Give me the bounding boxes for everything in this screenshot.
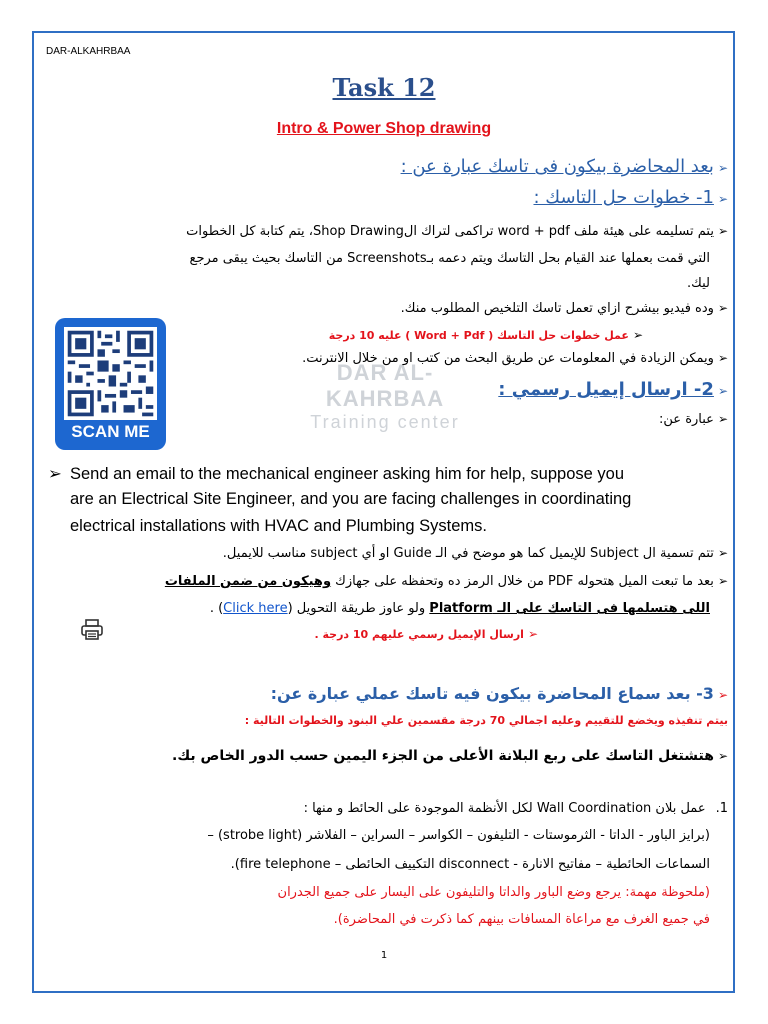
arrow-bullet-icon: ➢ (717, 749, 728, 763)
arrow-bullet-icon: ➢ (717, 192, 728, 206)
section1-bullet1: ➢يتم تسليمه على هيئة ملف word + pdf تراكمى لتراك الShop Drawing، يتم كتابة كل الخطوات (186, 224, 728, 239)
section2-bullet1: ➢عبارة عن: (659, 412, 728, 427)
section2-bullet3: ➢بعد ما تبعت الميل هتحوله PDF من خلال الرمز ده وتحفظه على جهازك وهيكون من ضمن الملفات (164, 574, 728, 589)
arrow-bullet-icon: ➢ (717, 412, 728, 426)
watermark-line1: DAR AL-KAHRBAA (325, 360, 445, 411)
arrow-bullet-icon: ➢ (717, 574, 728, 588)
arrow-bullet-icon: ➢ (717, 351, 728, 365)
section1-bullet3: ➢ويمكن الزيادة في المعلومات عن طريق البحث من كتب او من خلال الانترنت. (302, 351, 728, 366)
section2-heading: ➢2- ارسال إيميل رسمي : (498, 379, 728, 400)
arrow-bullet-icon: ➢ (717, 384, 728, 398)
arrow-bullet-icon: ➢ (717, 546, 728, 560)
section1-grading: ➢عمل خطوات حل التاسك ( Word + Pdf ) عليه 10 درجة (328, 328, 643, 342)
arrow-bullet-icon: ➢ (717, 161, 728, 175)
qr-label: SCAN ME (71, 422, 150, 441)
watermark-line2: Training center (310, 412, 460, 432)
arrow-bullet-icon: ➢ (632, 328, 643, 342)
section2-bullet3-line2: اللى هتسلمها فى التاسك على الـ Platform ولو عاوز طريقة التحويل (Click here) . (209, 601, 710, 616)
section1-bullet2: ➢وده فيديو بيشرح ازاي تعمل تاسك التلخيص المطلوب منك. (400, 301, 728, 316)
printer-icon[interactable] (80, 619, 104, 641)
section2-english-line2: are an Electrical Site Engineer, and you are facing challenges in coordinating (70, 490, 632, 508)
section3-note-line1: (ملحوظة مهمة: يرجع وضع الباور والداتا والتليفون على اليسار على جميع الجدران (277, 885, 710, 900)
arrow-bullet-icon: ➢ (717, 688, 728, 702)
intro-heading: ➢بعد المحاضرة بيكون فى تاسك عبارة عن : (400, 156, 728, 177)
section3-note-line2: في جميع الغرف مع مراعاة المسافات بينهم كما ذكرت في المحاضرة). (333, 912, 710, 927)
click-here-link[interactable]: Click here (223, 601, 288, 616)
arrow-bullet-icon: ➢ (717, 224, 728, 238)
section3-item1-line2: (برايز الباور - الداتا - الثرموستات - التليفون – الكواسر – السراين – الفلاشر (strobe light) – (207, 828, 710, 843)
arrow-bullet-icon: ➢ (48, 465, 62, 483)
section3-item1: 1.عمل بلان Wall Coordination لكل الأنظمة الموجودة على الحائط و منها : (303, 801, 728, 816)
arrow-bullet-icon: ➢ (717, 301, 728, 315)
section2-grading: ➢ارسال الإيميل رسمي عليهم 10 درجة . (314, 627, 538, 641)
page-number: 1 (380, 950, 388, 961)
section3-bullet1: ➢هتشتغل التاسك على ربع البلانة الأعلى من الجزء اليمين حسب الدور الخاص بك. (172, 748, 728, 764)
page-subtitle: Intro & Power Shop drawing (276, 120, 492, 137)
arrow-bullet-icon: ➢ (527, 627, 538, 641)
section2-english-line1: ➢ Send an email to the mechanical engineer asking him for help, suppose you (48, 465, 625, 483)
section3-heading: ➢3- بعد سماع المحاضرة بيكون فيه تاسك عملي عبارة عن: (270, 684, 728, 703)
section2-english-line3: electrical installations with HVAC and Plumbing Systems. (70, 517, 487, 535)
page-title: Task 12 (332, 73, 436, 102)
section3-item1-line3: السماعات الحائطية – مفاتيح الانارة - disconnect التكييف الحائطى – fire telephone). (230, 857, 710, 872)
section1-bullet1-line3: ليك. (687, 276, 710, 291)
header-org: DAR-ALKAHRBAA (46, 46, 131, 57)
section3-grading: بيتم تنفيذه ويخضع للتقييم وعليه اجمالي 70 درجة مقسمين علي البنود والخطوات التالية : (244, 714, 728, 727)
section1-bullet1-line2: التي قمت بعملها عند القيام بحل التاسك ويتم دعمه بـScreenshots من التاسك بحيث يبقى مرجع (189, 251, 710, 266)
section1-heading: ➢1- خطوات حل التاسك : (533, 187, 728, 208)
qr-code-icon (64, 327, 157, 420)
section2-bullet2: ➢تتم تسمية ال Subject للإيميل كما هو موضح في الـ Guide او أي subject مناسب للايميل. (222, 546, 728, 561)
qr-code[interactable] (55, 318, 166, 450)
